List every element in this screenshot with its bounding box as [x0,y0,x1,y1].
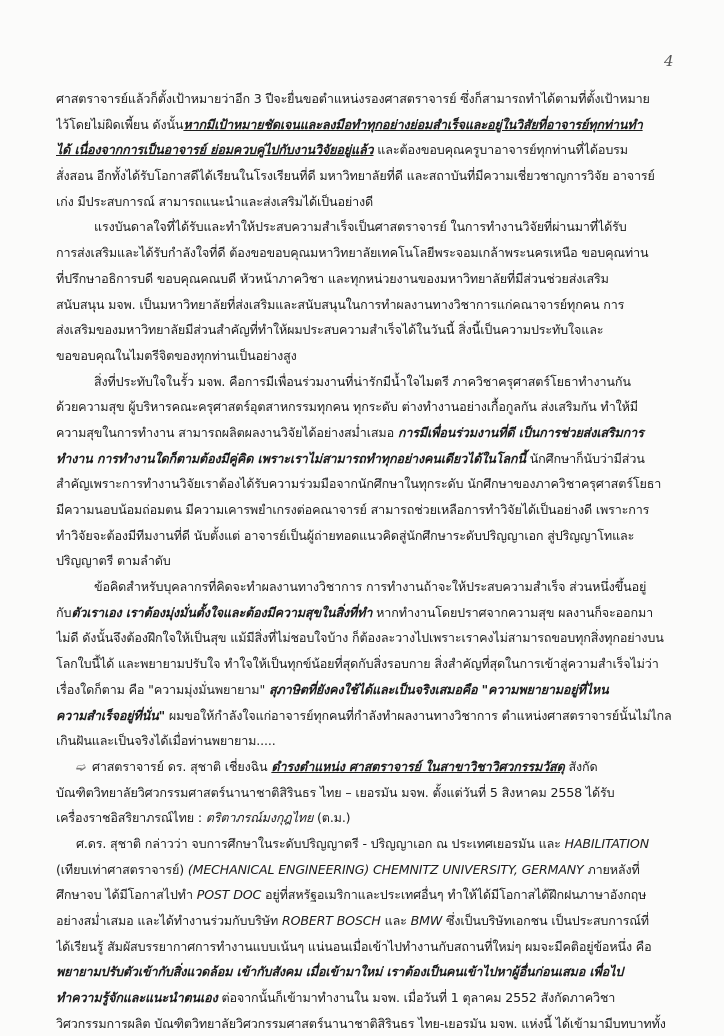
text-segment: อย่างสม่ำเสมอ และได้ทำงานร่วมกับบริษัท [56,913,283,928]
arrow-icon: ➫ [76,759,86,774]
text-segment: หากมีเป้าหมายชัดเจนและลงมือทำทุกอย่างย่อมสำเร็จและอยู่ในวิสัยที่อาจารย์ทุกท่านทำ [183,116,643,132]
text-segment: ศาสตราจารย์ ดร. สุชาติ เชี่ยงฉิน [92,758,272,774]
text-segment: (เทียบเท่าศาสตราจารย์) [56,861,188,877]
text-line [56,240,696,266]
text-segment: ความสุขในการทำงาน สามารถผลิตผลงานวิจัยได้อย่างสม่ำเสมอ [56,424,398,440]
text-line [56,394,696,420]
text-line [56,446,696,472]
text-segment: ซึ่งเป็นบริษัทเอกชน เป็นประสบการณ์ที่ [442,913,649,928]
text-segment: POST DOC [196,887,262,903]
text-line [56,574,696,600]
text-segment: โลกใบนี้ได้ และพยายามปรับใจ ทำใจให้เป็นทุกข์น้อยที่สุดกับสิ่งรอบกาย สิ่งสำคัญที่สุดในการเข้าสู่ความสำเร็จไม่ว่า [56,656,659,672]
text-segment: สนับสนุน มจพ. เป็นมหาวิทยาลัยที่ส่งเสริมและสนับสนุนในการทำผลงานทางวิชาการแก่คณาจารย์ทุกคน การ [56,296,625,312]
text-line [56,831,696,857]
text-line [56,677,696,703]
text-segment: และต้องขอบคุณครูบาอาจารย์ทุกท่านที่ได้อบรม [373,142,628,158]
text-segment: เกินฝันและเป็นจริงได้เมื่อท่านพยายาม..... [56,733,276,749]
text-segment: นักศึกษาก็นับว่ามีส่วน [525,450,645,466]
text-segment: ทำความรู้จักและแนะนำตนเอง [56,990,218,1006]
text-segment: ส่งเสริมของมหาวิทยาลัยมีส่วนสำคัญที่ทำให้ผมประสบความสำเร็จได้ในวันนี้ สิ่งนี้เป็นความประทับใจและ [56,322,604,338]
text-segment: เรื่องใดก็ตาม คือ "ความมุ่งมั่นพยายาม" [56,681,269,697]
text-segment: ผมขอให้กำลังใจแก่อาจารย์ทุกคนที่กำลังทำผลงานทางวิชาการ ตำแหน่งศาสตราจารย์นั้นไม่ไกล [165,707,672,723]
text-segment: ทำวิจัยจะต้องมีทีมงานที่ดี นับตั้งแต่ อาจารย์เป็นผู้ถ่ายทอดแนวคิดสู่นักศึกษาระดับปริญญาเอก สู่ปริญญาโทและ [56,527,635,543]
text-segment: เก่ง มีประสบการณ์ สามารถแนะนำและส่งเสริมได้เป็นอย่างดี [56,193,374,209]
text-line [56,934,696,960]
text-line [56,523,696,549]
text-line [56,805,696,831]
text-segment: ต่อจากนั้นก็เข้ามาทำงานใน มจพ. เมื่อวันที่ 1 ตุลาคม 2552 สังกัดภาควิชา [217,990,616,1006]
text-segment: สุภาษิตที่ยังคงใช้ได้และเป็นจริงเสมอคือ "ความพยายามอยู่ที่ไหน [268,681,609,697]
text-line [56,189,696,215]
text-segment: ศาสตราจารย์แล้วก็ตั้งเป้าหมายว่าอีก 3 ปีจะยื่นขอตำแหน่งรองศาสตราจารย์ ซึ่งก็สามารถทำได้ตามที่ตั้งเป้าหมาย [56,91,650,106]
text-segment: สั่งสอน อีกทั้งได้รับโอกาสดีได้เรียนในโรงเรียนที่ดี มหาวิทยาลัยที่ดี และสถาบันที่มีความเชี่ยวชาญการวิจัย อาจารย์ [56,168,655,184]
text-line [56,497,696,523]
text-segment: และ [380,913,411,928]
text-segment: ดำรงตำแหน่ง ศาสตราจารย์ ในสาขาวิชาวิศวกรรมวัสดุ [271,758,565,774]
text-segment: BMW [410,913,443,928]
text-line [56,1011,696,1036]
text-segment: ศ.ดร. สุชาติ กล่าวว่า จบการศึกษาในระดับปริญญาตรี - ปริญญาเอก ณ ประเทศเยอรมัน และ [76,835,565,851]
text-line [56,882,696,908]
text-segment: ด้วยความสุข ผู้บริหารคณะครุศาสตร์อุตสาหกรรมทุกคน ทุกระดับ ต่างทำงานอย่างเกื้อกูลกัน ส่งเสริมกัน ทำให้มี [56,399,638,415]
text-segment: ตัวเราเอง เราต้องมุ่งมั่นตั้งใจและต้องมีความสุขในสิ่งที่ทำ [71,604,373,620]
text-segment: วิศวกรรมการผลิต บัณฑิตวิทยาลัยวิศวกรรมศาสตร์นานาชาติสิรินธร ไทย-เยอรมัน มจพ. แห่งนี้ ได้เข้ามามีบทบาททั้ง [56,1015,666,1031]
text-segment: หากทำงานโดยปราศจากความสุข ผลงานก็จะออกมา [372,604,654,620]
text-segment: ความสำเร็จอยู่ที่นั่น" [56,707,165,723]
text-segment: บัณฑิตวิทยาลัยวิศวกรรมศาสตร์นานาชาติสิรินธร ไทย – เยอรมัน มจพ. ตั้งแต่วันที่ 5 สิงหาคม 2558 ได้รับ [56,784,615,800]
text-segment: ที่ปรึกษาอธิการบดี ขอบคุณคณบดี หัวหน้าภาควิชา และทุกหน่วยงานของมหาวิทยาลัยที่มีส่วนช่วยส่งเสริม [56,270,609,286]
text-line [56,651,696,677]
text-line [56,163,696,189]
text-line [56,548,696,574]
text-segment: มีความนอบน้อมถ่อมตน มีความเคารพยำเกรงต่อคณาจารย์ สามารถช่วยเหลือการทำวิจัยได้เป็นอย่างดี เพราะการ [56,502,650,517]
text-line [56,471,696,497]
text-line [56,703,696,729]
page-number: 4 [664,52,674,70]
text-line [56,780,696,806]
text-segment: สิ่งที่ประทับใจในรั้ว มจพ. คือการมีเพื่อนร่วมงานที่น่ารักมีน้ำใจไมตรี ภาควิชาครุศาสตร์โยธาทำงานกัน [94,373,631,389]
text-segment: พยายามปรับตัวเข้ากับสิ่งแวดล้อม เข้ากับสังคม เมื่อเข้ามาใหม่ เราต้องเป็นคนเข้าไปหาผู้อื่นก่อนเสมอ เพื่อไป [56,964,624,980]
text-line [56,754,696,780]
text-line [56,959,696,985]
text-segment: การส่งเสริมและได้รับกำลังใจที่ดี ต้องขอขอบคุณมหาวิทยาลัยเทคโนโลยีพระจอมเกล้าพระนครเหนือ ขอบคุณท่าน [56,245,649,261]
text-line [56,985,696,1011]
text-line [56,728,696,754]
text-segment: (MECHANICAL ENGINEERING) CHEMNITZ UNIVERSITY, GERMANY [187,861,584,877]
text-segment: ไว้โดยไม่ผิดเพี้ยน ดังนั้น [56,116,184,132]
text-segment: ขอขอบคุณในไมตรีจิตของทุกท่านเป็นอย่างสูง [56,347,297,363]
text-segment: ROBERT BOSCH [282,913,381,928]
text-segment: ทำงาน การทำงานใดก็ตามต้องมีคู่คิด เพราะเราไม่สามารถทำทุกอย่างคนเดียวได้ในโลกนี้ [56,450,526,466]
text-segment: ไม่ดี ดังนั้นจึงต้องฝึกใจให้เป็นสุข แม้มีสิ่งที่ไม่ชอบใจบ้าง ก็ต้องละวางไปเพราะเราคงไม่สามารถขอบทุกสิ่งทุกอย่างบน [56,630,664,646]
text-line [56,343,696,369]
text-line [56,908,696,934]
text-line [56,625,696,651]
text-line [56,266,696,292]
text-line [56,420,696,446]
text-segment: สำคัญเพราะการทำงานวิจัยเราต้องได้รับความร่วมมือจากนักศึกษาในทุกระดับ นักศึกษาของภาควิชาครุศาสตร์โยธา [56,476,662,492]
text-line [56,112,696,138]
text-segment: กับ [56,604,72,620]
text-line [56,86,696,112]
text-line [56,857,696,883]
text-segment: ตริตาภรณ์มงกุฎไทย [205,810,314,826]
text-segment: ได้ เนื่องจากการเป็นอาจารย์ ย่อมควบคู่ไปกับงานวิจัยอยู่แล้ว [56,142,374,158]
document-body [56,86,696,1036]
text-segment: ภายหลังที่ [583,861,640,877]
text-line [56,317,696,343]
text-segment: (ต.ม.) [313,810,351,826]
text-segment: ได้เรียนรู้ สัมผัสบรรยากาศการทำงานแบบเน้นๆ แน่นอนเมื่อเข้าไปทำงานกับสถานที่ใหม่ๆ ผมจะมีคติอยู่ข้อหนึ่ง คือ [56,938,652,954]
text-line [56,600,696,626]
text-line [56,137,696,163]
text-line [56,292,696,318]
text-line [56,214,696,240]
text-segment: ศึกษาจบ ได้มีโอกาสไปทำ [56,887,197,903]
text-segment: เครื่องราชอิสริยาภรณ์ไทย : [56,810,206,826]
text-line [56,369,696,395]
text-segment: สังกัด [564,758,598,774]
text-segment: ปริญญาตรี ตามลำดับ [56,553,171,569]
text-segment: ข้อคิดสำหรับบุคลากรที่คิดจะทำผลงานทางวิชาการ การทำงานถ้าจะให้ประสบความสำเร็จ ส่วนหนึ่งขึ้นอยู่ [94,579,647,595]
text-segment: อยู่ที่สหรัฐอเมริกาและประเทศอื่นๆ ทำให้ได้มีโอกาสได้ฝึกฝนภาษาอังกฤษ [261,887,647,903]
text-segment: แรงบันดาลใจที่ได้รับและทำให้ประสบความสำเร็จเป็นศาสตราจารย์ ในการทำงานวิจัยที่ผ่านมาที่ได้รับ [94,219,627,235]
text-segment: การมีเพื่อนร่วมงานที่ดี เป็นการช่วยส่งเสริมการ [397,424,644,440]
text-segment: HABILITATION [564,835,649,851]
